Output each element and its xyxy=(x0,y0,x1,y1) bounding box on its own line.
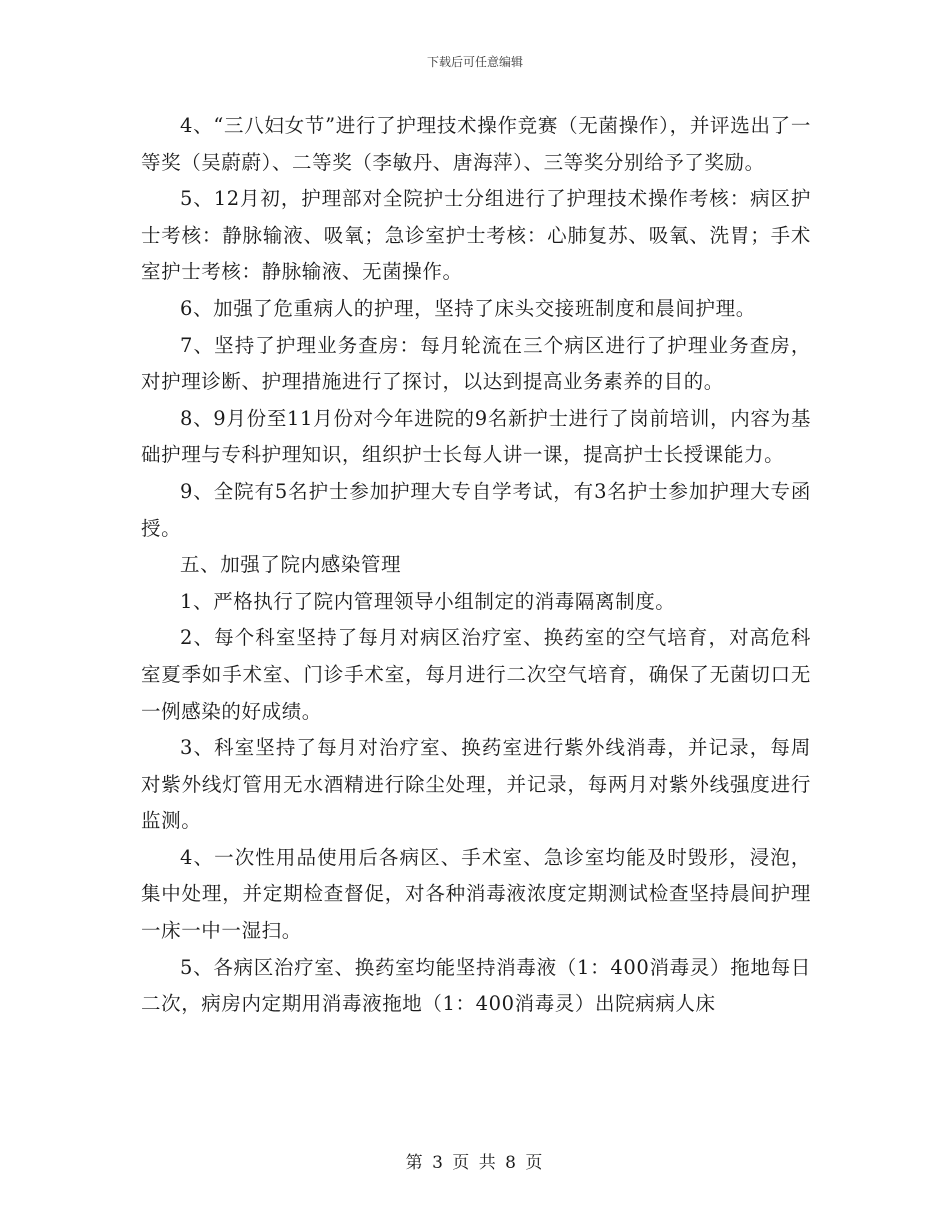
paragraph: 9、全院有5名护士参加护理大专自学考试，有3名护士参加护理大专函授。 xyxy=(141,479,811,540)
paragraph: 4、“三八妇女节”进行了护理技术操作竞赛（无菌操作），并评选出了一等奖（吴蔚蔚）、二等奖（李敏丹、唐海萍）、三等奖分别给予了奖励。 xyxy=(141,114,811,174)
paragraph: 6、加强了危重病人的护理，坚持了床头交接班制度和晨间护理。 xyxy=(180,296,756,320)
paragraph: 1、严格执行了院内管理领导小组制定的消毒隔离制度。 xyxy=(180,589,676,613)
paragraph: 4、一次性用品使用后各病区、手术室、急诊室均能及时毁形，浸泡，集中处理，并定期检查督促，对各种消毒液浓度定期测试检查坚持晨间护理一床一中一湿扫。 xyxy=(141,845,811,943)
paragraph: 5、各病区治疗室、换药室均能坚持消毒液（1：400消毒灵）拖地每日二次，病房内定期用消毒液拖地（1：400消毒灵）出院病病人床 xyxy=(141,955,811,1016)
paragraph: 7、坚持了护理业务查房：每月轮流在三个病区进行了护理业务查房，对护理诊断、护理措施进行了探讨，以达到提高业务素养的目的。 xyxy=(141,333,811,394)
page-number-footer: 第 3 页 共 8 页 xyxy=(405,1153,545,1173)
page-header-note: 下载后可任意编辑 xyxy=(426,55,523,69)
paragraph: 8、9月份至11月份对今年进院的9名新护士进行了岗前培训，内容为基础护理与专科护理知识，组织护士长每人讲一课，提高护士长授课能力。 xyxy=(141,406,811,467)
document-body xyxy=(141,108,811,1023)
paragraph: 5、12月初，护理部对全院护士分组进行了护理技术操作考核：病区护士考核：静脉输液、吸氧；急诊室护士考核：心肺复苏、吸氧、洗胃；手术室护士考核：静脉输液、无菌操作。 xyxy=(141,187,811,284)
paragraph: 3、科室坚持了每月对治疗室、换药室进行紫外线消毒，并记录，每周对紫外线灯管用无水酒精进行除尘处理，并记录，每两月对紫外线强度进行监测。 xyxy=(141,736,811,833)
paragraph: 2、每个科室坚持了每月对病区治疗室、换药室的空气培育，对高危科室夏季如手术室、门诊手术室，每月进行二次空气培育，确保了无菌切口无一例感染的好成绩。 xyxy=(141,626,811,723)
section-heading: 五、加强了院内感染管理 xyxy=(180,553,402,577)
